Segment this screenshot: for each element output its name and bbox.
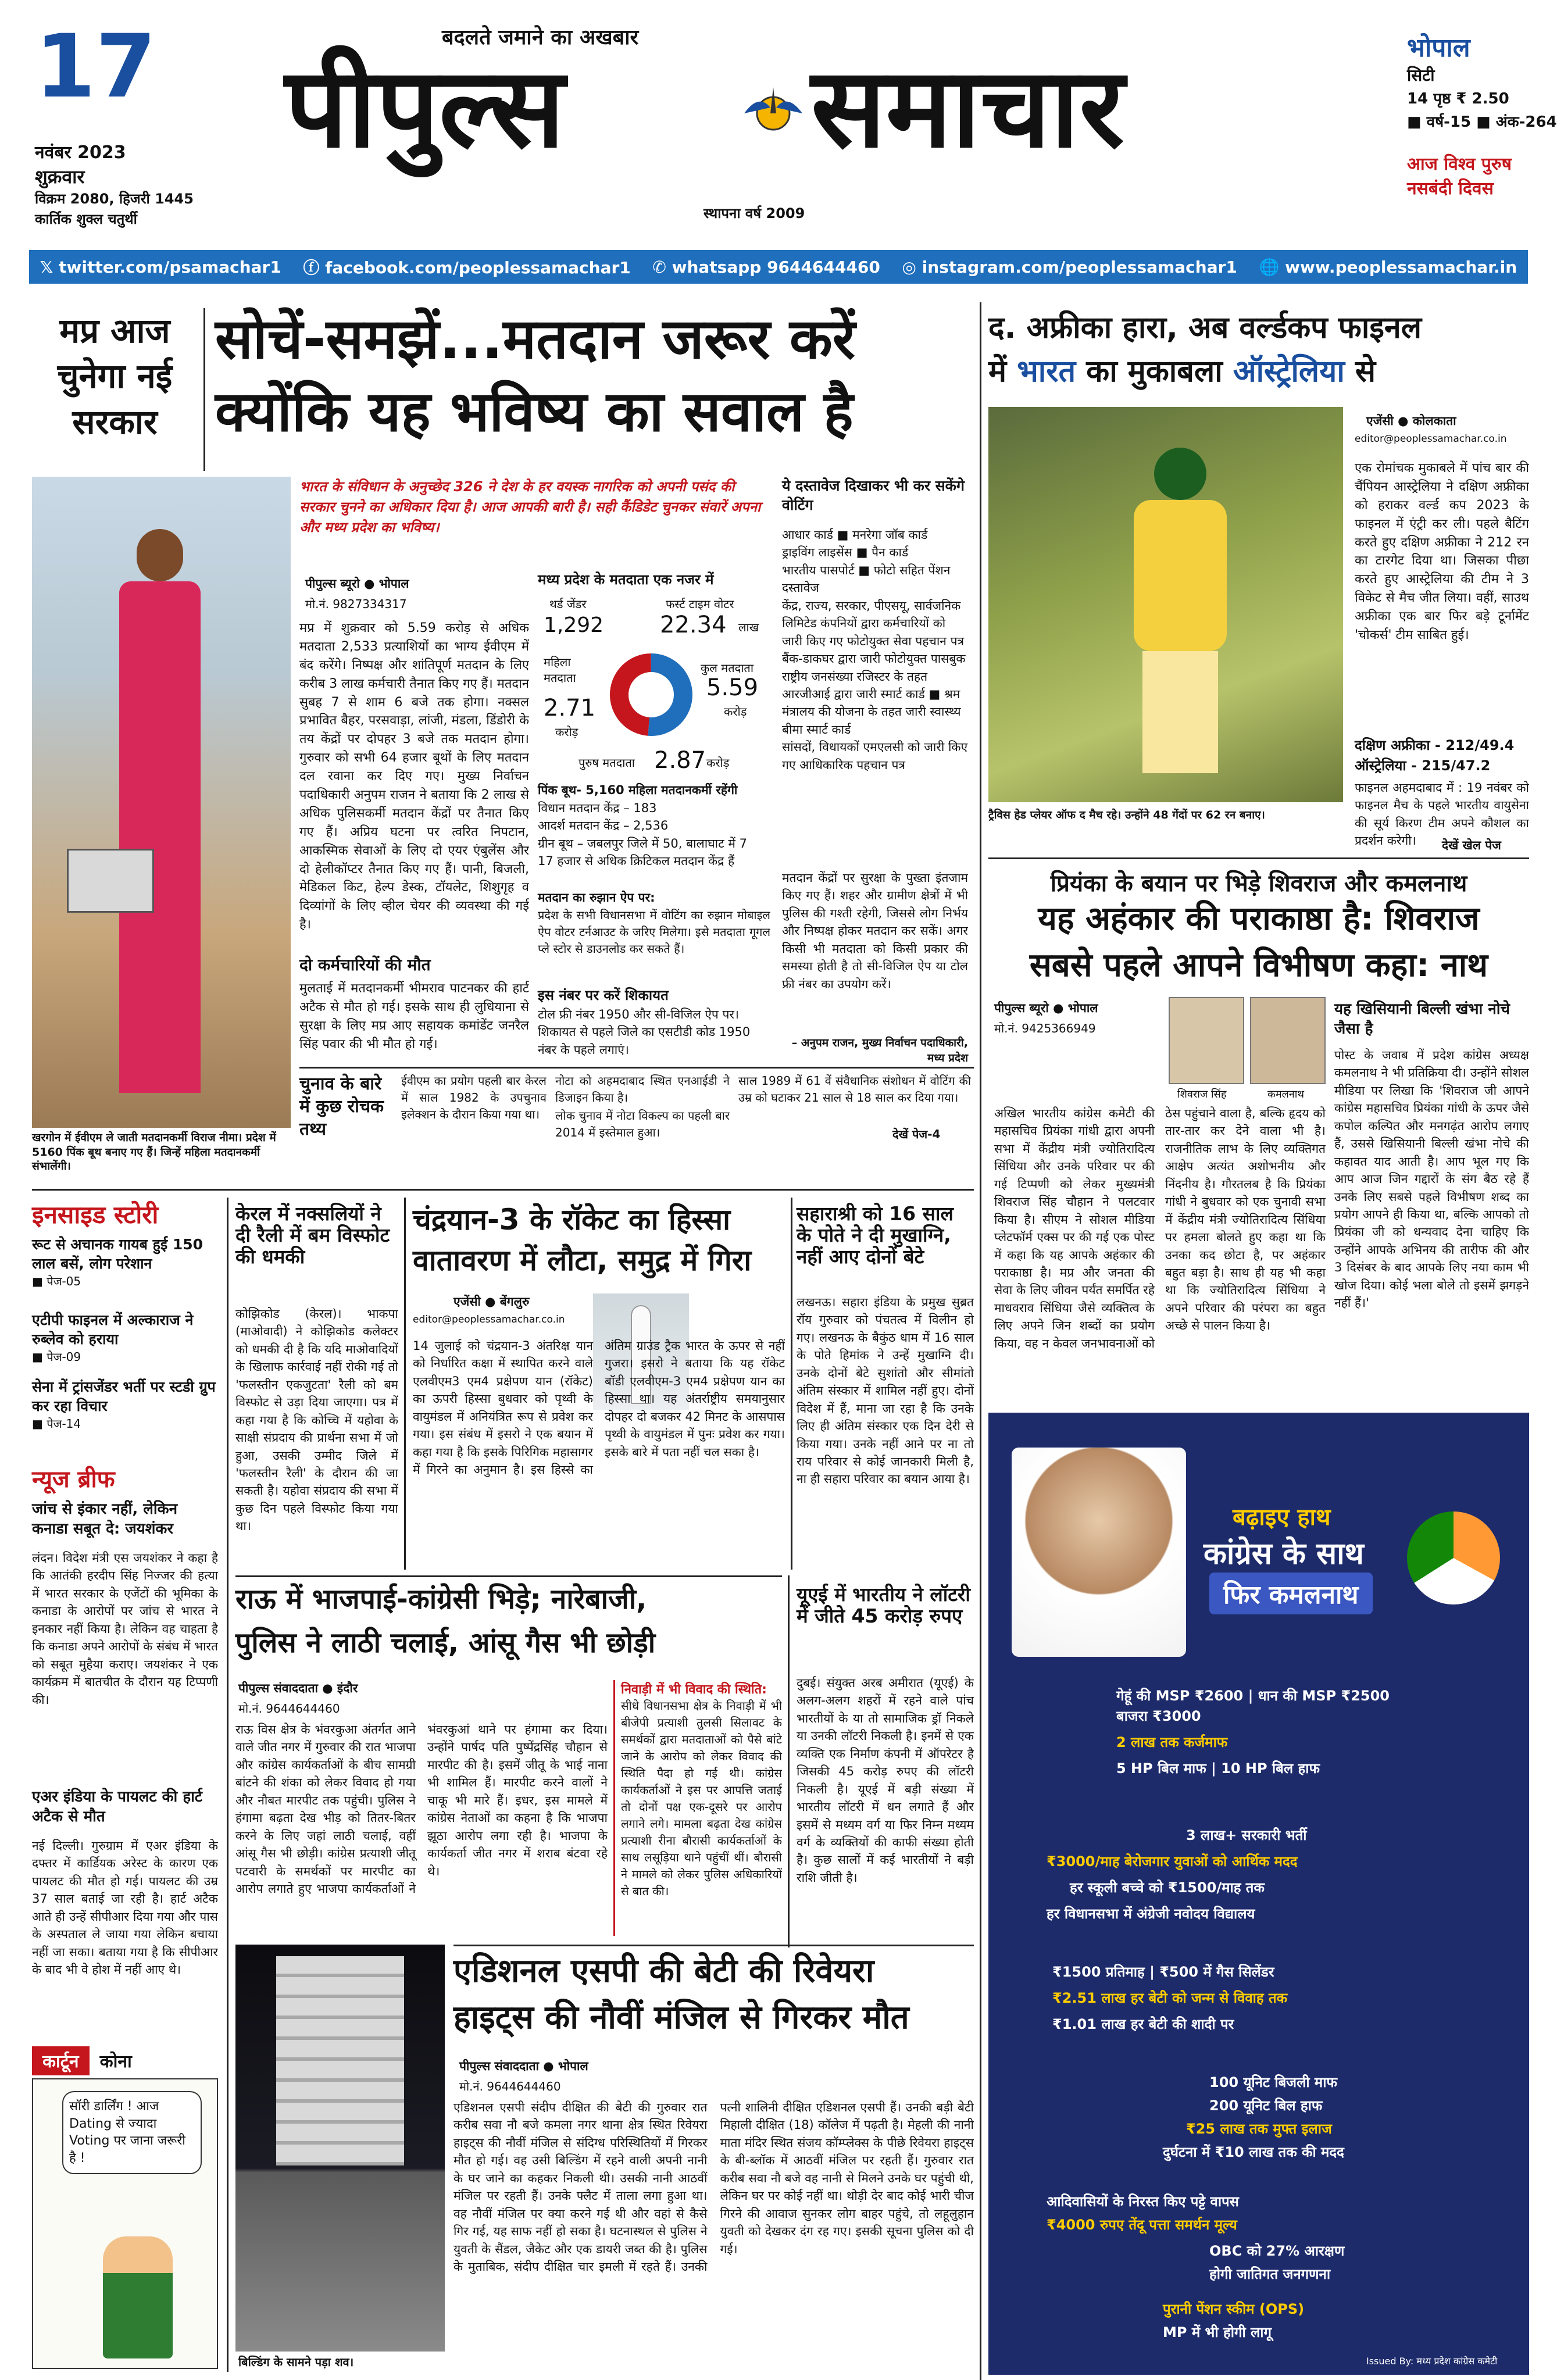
date-day: 17 (35, 16, 156, 117)
female-unit: करोड़ (555, 725, 578, 739)
cartoon-label: कार्टून (32, 2046, 90, 2075)
lead-body-2: मुलताई में मतदानकर्मी भीमराव पाटनकर की हार्ट अटैक से मौत हो गई। इसके साथ ही लुधियाना से सुरक्षा के लिए मप्र आए सहायक कमांडेंट जनरैल सिंह पवार की भी मौत हो गई। (299, 981, 529, 1052)
chandrayaan-body: 14 जुलाई को चंद्रयान-3 अंतरिक्ष यान को निर्धारित कक्षा में स्थापित करने वाले एलवीएम3 एम4 प्रक्षेपण यान (रॉकेट) का ऊपरी हिस्सा बुधवार को पृथ्वी के वायुमंडल में अनियंत्रित रूप से प्रवेश कर गया। इस संबंध में इसरो ने एक बयान में कहा गया है कि इसके पिरिगिक महासागर में गिरने का अनुमान है। इस हिस्से का अंतिम ग्राउंड ट्रैक भारत के ऊपर से नहीं गुजरा। इसरो ने बताया कि यह रॉकेट बॉडी एलवीएम-3 एम4 प्रक्षेपण यान का हिस्सा था। यह अंतर्राष्ट्रीय समयानुसार दोपहर दो बजकर 42 मिनट के आसपास पृथ्वी के वायुमंडल में पुनः प्रवेश कर गया। इसके बारे में पता नहीं चल सका है। (413, 1339, 785, 1477)
shivraj-kicker: प्रियंका के बयान पर भिड़े शिवराज और कमलनाथ (1050, 870, 1467, 897)
documents-list (782, 526, 968, 774)
lead-subhead: दो कर्मचारियों की मौत (299, 955, 431, 974)
volume-issue: ■ वर्ष-15 ■ अंक-264 (1407, 113, 1557, 131)
twitter-link[interactable]: 𝕏 twitter.com/psamachar1 (40, 257, 281, 277)
female-label: महिला मतदाता (544, 655, 576, 685)
booth-fact: ग्रीन बूथ – जबलपुर जिले में 50, बालाघाट में 7 (538, 836, 747, 850)
building-photo-caption: बिल्डिंग के सामने पड़ा शव। (238, 2355, 354, 2369)
side-body: पोस्ट के जवाब में प्रदेश कांग्रेस अध्यक्ष कमलनाथ ने भी प्रतिक्रिया दी। उन्होंने सोशल मीडिया पर लिखा कि 'शिवराज जी आपने कांग्रेस महासचिव प्रियंका गांधी के ऊपर जैसे कपोल कल्पित और मनगढ़ंत आरोप लगाए हैं, उससे खिसियानी बिल्ली खंभा नोचे की कहावत याद आती है। आप भूल गए कि आप आज जिन गद्दारों के संग बैठ रहे हैं उनके लिए सबसे पहले विभीषण शब्द का प्रयोग आपने ही किया था, बल्कि आपको तो प्रियंका जी को धन्यवाद देना चाहिए कि उन्होंने आपके अभिनय की तारीफ की और 3 दिसंबर के बाद आपके लिए नया काम भी खोज दिया। कोई भला बोले तो इसमें झगड़ने नहीं हैं।' (1334, 1048, 1529, 1310)
ad-tag-2: कांग्रेस के साथ (1204, 1536, 1364, 1571)
ad-leader-portrait (1012, 1448, 1186, 1657)
sahara-headline: सहाराश्री को 16 साल के पोते ने दी मुखाग्नि, नहीं आए दोनों बेटे (797, 1202, 954, 1268)
niwadi-box (613, 1680, 782, 1936)
total-value: 5.59 (706, 674, 759, 701)
cricket-body: एक रोमांचक मुकाबले में पांच बार की चैंपियन आस्ट्रेलिया ने दक्षिण अफ्रीका को हराकर वर्ल्ड कप 2023 के फाइनल में एंट्री कर ली। पहले बैटिंग करते हुए दक्षिण अफ्रीका ने 212 रन का टारगेट दिया था। जिसका पीछा करते हुए आस्ट्रेलिया की टीम ने 3 विकेट से मैच जीत लिया। वहीं, साउथ अफ्रीका एक बार फिर बड़े टूर्नामेंट 'चोकर्स' टीम साबित हुई। (1355, 461, 1529, 643)
uae-body: दुबई। संयुक्त अरब अमीरात (यूएई) के अलग-अलग शहरों में रहने वाले पांच भारतीयों के या तो सामाजिक ड्रॉ निकले या उनकी लॉटरी निकली है। इनमें से एक व्यक्ति एक निर्माण कंपनी में ऑपरेटर है जिसकी 45 करोड़ रुपए की लॉटरी निकली है। यूएई में बड़ी संख्या में भारतीय लॉटरी में धन लगाते हैं और इसमें से मध्यम वर्ग या फिर निम्न मध्यम वर्ग के व्यक्तियों की काफी संख्या होती है। कुछ सालों में कई भारतीयों ने बड़ी राशि जीती है। (797, 1676, 974, 1885)
shivraj-body: अखिल भारतीय कांग्रेस कमेटी की महासचिव प्रियंका गांधी द्वारा अपनी सभा में केंद्रीय मंत्री ज्योतिरादित्य सिंधिया और उनके परिवार पर की गई टिप्पणी को लेकर मुख्यमंत्री शिवराज सिंह चौहान ने पलटवार किया है। सीएम ने सोशल मीडिया प्लेटफॉर्म एक्स पर की गई एक पोस्ट में कहा कि यह आपके अहंकार की पराकाष्ठा है। मप्र और जनता की सेवा के लिए जीवन पर्यंत समर्पित रहे माधवराव सिंधिया जैसे व्यक्तित्व के लिए अपने जिन शब्दों का प्रयोग किया, वह न केवल जनभावनाओं को ठेस पहुंचाने वाला है, बल्कि हृदय को तार-तार कर देने वाला भी है। राजनीतिक लाभ के लिए व्यक्तिगत आक्षेप अत्यंत अशोभनीय और निंदनीय है। गौरतलब है कि प्रियंका गांधी ने बुधवार को एक चुनावी सभा में केंद्रीय मंत्री ज्योतिरादित्य सिंधिया पर हमला बोलते हुए कहा था कि उनका कद छोटा है, पर अहंकार बहुत बड़ा है। साथ ही यह भी कहा था कि ज्योतिरादित्य सिंधिया ने अपने परिवार की परंपरा का बहुत अच्छे से पालन किया है। (994, 1106, 1326, 1350)
sahara-body: लखनऊ। सहारा इंडिया के प्रमुख सुब्रत रॉय गुरुवार को पंचतत्व में विलीन हो गए। लखनऊ के बैकुंठ धाम में 16 साल के पोते हिमांक ने उन्हें मुखाग्नि दी। उनके दोनों बेटे सुशांतो और सीमांतो अंतिम संस्कार में शामिल नहीं हुए। दोनों विदेश में हैं, माना जा रहा है कि उनके लिए ही अंतिम संस्कार एक दिन देरी से किया गया। उनके नहीं आने पर ना तो राय परिवार से कोई जानकारी मिली है, ना ही सहारा परिवार का बयान आया है। (797, 1295, 974, 1486)
document-item: आधार कार्ड ■ मनरेगा जॉब कार्ड (782, 528, 928, 542)
chandrayaan-headline-2: वातावरण में लौटा, समुद्र में गिरा (413, 1243, 752, 1277)
established: स्थापना वर्ष 2009 (703, 205, 805, 221)
paper-title-left: पीपुल्स (285, 42, 565, 172)
portrait-kamalnath (1250, 997, 1326, 1084)
whatsapp-link[interactable]: ✆ whatsapp 9644644460 (652, 257, 880, 277)
cartoon-corner: कोना (99, 2052, 132, 2072)
final-note: फाइनल अहमदाबाद में : 19 नवंबर को फाइनल मैच के पहले भारतीय वायुसेना की सूर्य किरण टीम अपने कौशल का प्रदर्शन करेगी। (1355, 781, 1529, 848)
riviera-headline-2: हाइट्स की नौवीं मंजिल से गिरकर मौत (453, 1999, 909, 2036)
cartoon-header (32, 2046, 218, 2075)
instagram-icon: ◎ (902, 257, 922, 277)
ad-electric-2: 200 यूनिट बिल हाफ (1209, 2097, 1323, 2114)
ad-electric-1: 100 यूनिट बिजली माफ (1209, 2074, 1338, 2090)
rau-body: राऊ विस क्षेत्र के भंवरकुआ अंतर्गत आने वाले जीत नगर में गुरुवार की रात भाजपा और कांग्रेस कार्यकर्ताओं के बीच सामग्री बांटने की शंका को लेकर विवाद हो गया और नौबत मारपीट तक पहुंची। पुलिस ने हंगामा बढ़ता देख भीड़ को तितर-बितर करने के लिए जहां लाठी चलाई, वहीं आंसू गैस भी छोड़ी। कांग्रेस प्रत्याशी जीतू पटवारी के समर्थकों पर मारपीट का आरोप लगाते हुए भाजपा कार्यकर्ताओं ने भंवरकुआं थाने पर हंगामा कर दिया। उन्होंने पार्षद पति पुष्पेंद्रसिंह चौहान से मारपीट की है। इसमें जीतू के भाई नाना भी शामिल हैं। मारपीट करने वालों ने चाकू भी मारे हैं। इधर, इस मामले में कांग्रेस नेताओं का कहना है कि भाजपा झूठा आरोप लगा रही है। भाजपा के कार्यकर्ता जीत नगर में शराब बंटवा रहे थे। (235, 1723, 608, 1896)
website-link[interactable]: 🌐 www.peoplessamachar.in (1259, 257, 1517, 277)
weekday: शुक्रवार (35, 166, 85, 188)
first-time-unit: लाख (738, 620, 759, 634)
ad-pension-2: MP में भी होगी लागू (1163, 2324, 1272, 2340)
lead-byline: पीपुल्स ब्यूरो ● भोपाल (305, 577, 409, 591)
fact-item: साल 1989 में 61 वें संवैधानिक संशोधन में वोटिंग की उम्र को घटाकर 21 साल से 18 साल कर दिया गया। (738, 1074, 971, 1105)
facts-see-page[interactable]: देखें पेज-4 (892, 1127, 941, 1141)
chandrayaan-byline: एजेंसी ● बेंगलुरु (453, 1295, 530, 1309)
facts-strip (299, 1073, 974, 1142)
riviera-headline-1: एडिशनल एसपी की बेटी की रिवेयरा (453, 1952, 874, 1990)
day-note-1: आज विश्व पुरुष (1407, 154, 1512, 174)
ad-msp: गेहूं की MSP ₹2600 | धान की MSP ₹2500 (1116, 1688, 1390, 1704)
booth-facts-list (538, 799, 770, 870)
building-photo (235, 1945, 445, 2352)
cartoon-speech: सॉरी डार्लिंग ! आज Dating से ज्यादा Voting पर जाना जरूरी है ! (62, 2091, 202, 2174)
date-month: नवंबर 2023 (35, 142, 126, 163)
riviera-body: एडिशनल एसपी संदीप दीक्षित की बेटी की गुरुवार रात करीब सवा नौ बजे कमला नगर थाना क्षेत्र स्थित रिवेयरा हाइट्स की नौवीं मंजिल से संदिग्ध परिस्थितियों में गिरकर मौत हो गई। वह उसी बिल्डिंग में रहने वाली अपनी नानी के घर जाने का कहकर निकली थी। उसकी नानी आठवीं मंजिल पर रहती हैं। उनके फ्लैट में ताला लगा हुआ था। वह नौवीं मंजिल पर क्या करने गई थी और वहां से कैसे गिर गई, यह साफ नहीं हो सका है। घटनास्थल से पुलिस ने युवती के सैंडल, जैकेट और एक डायरी जब्त की है। पुलिस के मुताबिक, संदीप दीक्षित चार इमली में रहते हैं। उनकी पत्नी शालिनी दीक्षित एडिशनल एसपी हैं। उनकी बड़ी बेटी मिहाली दीक्षित (18) कॉलेज में पढ़ती है। मेहली की नानी माता मंदिर स्थित संजय कॉम्प्लेक्स के पीछे रिवेयरा हाइट्स के बी-ब्लॉक में आठवीं मंजिल पर रहती हैं। गुरुवार रात करीब सवा नौ बजे वह नानी से मिलने उनके घर पहुंची थी, लेकिन घर पर कोई नहीं था। थोड़ी देर बाद कोई भारी चीज गिरने की आवाज सुनकर लोग बाहर पहुंचे, तो लहूलुहान युवती को देखकर दंग रह गए। इसकी सूचना पुलिस को दी गई। (453, 2100, 974, 2274)
cricket-byline: एजेंसी ● कोलकाता (1366, 414, 1456, 428)
ad-tag-3: फिर कमलनाथ (1209, 1573, 1373, 1614)
instagram-link[interactable]: ◎ instagram.com/peoplessamachar1 (902, 257, 1237, 277)
lead-photo (32, 477, 291, 1128)
tithi: कार्तिक शुक्ल चतुर्थी (35, 211, 137, 227)
ad-pension-1: पुरानी पेंशन स्कीम (OPS) (1163, 2301, 1305, 2317)
ad-school: हर स्कूली बच्चे को ₹1500/माह तक (1070, 1879, 1265, 1896)
shivraj-byline: पीपुल्स ब्यूरो ● भोपाल (994, 1001, 1098, 1015)
third-gender-value: 1,292 (544, 613, 604, 637)
score-aus: ऑस्ट्रेलिया - 215/47.2 (1355, 757, 1491, 774)
female-value: 2.71 (544, 695, 596, 721)
tagline: बदलते जमाने का अखबार (442, 26, 639, 49)
masthead (0, 0, 1557, 250)
ad-bajra: बाजरा ₹3000 (1116, 1708, 1201, 1724)
complaint-list (538, 1006, 770, 1059)
shivraj-headline-1: यह अहंकार की पराकाष्ठा है: शिवराज (1038, 900, 1480, 938)
portrait-shivraj (1169, 997, 1244, 1084)
ad-youth: ₹3000/माह बेरोजगार युवाओं को आर्थिक मदद (1047, 1853, 1298, 1870)
side-headline: यह खिसियानी बिल्ली खंभा नोचे जैसा है (1334, 1000, 1510, 1038)
evm-box (67, 849, 154, 913)
ad-health: ₹25 लाख तक मुफ्त इलाज (1186, 2121, 1332, 2137)
uae-headline: यूएई में भारतीय ने लॉटरी में जीते 45 करोड़ रुपए (797, 1583, 970, 1627)
complaint-item: टोल फ्री नंबर 1950 और सी-विजिल ऐप पर। (538, 1007, 739, 1021)
lead-photo-caption: खरगोन में ईवीएम ले जाती मतदानकर्मी विराज नीमा। प्रदेश में 5160 पिंक बूथ बनाए गए हैं। जिन्हें महिला मतदानकर्मी संभालेंगी। (32, 1131, 276, 1173)
niwadi-body: सीधे विधानसभा क्षेत्र के निवाड़ी में भी बीजेपी प्रत्याशी तुलसी सिलावट के समर्थकों द्वारा मतदाताओं को पैसे बांटे जाने के आरोप को लेकर विवाद की स्थिति पैदा हो गई थी। कांग्रेस कार्यकर्ताओं ने इस पर आपत्ति जताई तो दोनों पक्ष एक-दूसरे पर आरोप लगाने लगे। मामला बढ़ता देख कांग्रेस प्रत्याशी रीना बौरासी कार्यकर्ताओं के साथ लसूड़िया थाने पहुंचीं थीं। बौरासी ने मामले को लेकर पुलिस अधिकारियों से बात की। (621, 1699, 782, 1898)
queue-title: मतदान का रुझान ऐप पर: (538, 891, 655, 905)
ad-marriage: ₹1.01 लाख हर बेटी की शादी पर (1052, 2016, 1234, 2032)
shivraj-headline-2: सबसे पहले आपने विभीषण कहा: नाथ (1029, 946, 1488, 984)
inside-item[interactable]: रूट से अचानक गायब हुई 150 लाल बसें, लोग परेशान ■ पेज-05 (32, 1236, 203, 1288)
riviera-phone: मो.नं. 9644644460 (459, 2079, 561, 2093)
cartoon-panel (32, 2078, 218, 2369)
first-time-label: फर्स्ट टाइम वोटर (666, 597, 734, 611)
pages-price: 14 पृष्ठ ₹ 2.50 (1407, 90, 1509, 108)
stats-title: मध्य प्रदेश के मतदाता एक नजर में (538, 571, 714, 588)
cartoon-figure (103, 2236, 173, 2358)
edition-city: भोपाल (1407, 33, 1470, 63)
kerala-headline: केरल में नक्सलियों ने दी रैली में बम विस्फोट की धमकी (235, 1202, 390, 1268)
cricket-headline-1: द. अफ्रीका हारा, अब वर्ल्डकप फाइनल (988, 310, 1422, 345)
facebook-link[interactable]: ⓕ facebook.com/peoplessamachar1 (303, 258, 631, 277)
male-value: 2.87 (654, 747, 706, 774)
ad-tribal-2: ₹4000 रुपए तेंदू पत्ता समर्थन मूल्य (1047, 2217, 1237, 2233)
brief-2-head: एअर इंडिया के पायलट की हार्ट अटैक से मौत (32, 1788, 202, 1825)
whatsapp-icon: ✆ (652, 257, 672, 277)
ad-power: 5 HP बिल माफ | 10 HP बिल हाफ (1116, 1760, 1320, 1777)
ad-jobs: 3 लाख+ सरकारी भर्ती (1186, 1827, 1307, 1843)
ad-hand-icon (1407, 1511, 1500, 1604)
inside-title: इनसाइड स्टोरी (32, 1200, 159, 1229)
volume: वर्ष-15 (1426, 113, 1472, 131)
ad-accident: दुर्घटना में ₹10 लाख तक की मदद (1163, 2144, 1344, 2160)
third-gender-label: थर्ड जेंडर (549, 597, 587, 611)
paper-logo-emblem (741, 81, 805, 145)
samvat: विक्रम 2080, हिजरी 1445 (35, 191, 194, 207)
shivraj-phone: मो.नं. 9425366949 (994, 1021, 1096, 1035)
lead-body-1: मप्र में शुक्रवार को 5.59 करोड़ से अधिक मतदाता 2,533 प्रत्याशियों का भाग्य ईवीएम में बंद करेंगे। निष्पक्ष और शांतिपूर्ण मतदान के लिए करीब 3 लाख कर्मचारी तैनात किए गए हैं। मतदान सुबह 7 से शाम 6 बजे तक होगा। नक्सल प्रभावित बैहर, परसवाड़ा, लांजी, मंडला, डिंडोरी के तय केंद्रों पर दोपहर 3 बजे तक मतदान होगा। गुरुवार को सभी 64 हजार बूथों के लिए मतदान दल रवाना कर दिए गए। मुख्य निर्वाचन पदाधिकारी अनुपम राजन ने बताया कि 2 लाख से अधिक पुलिसकर्मी मतदान केंद्रों पर तैनात किए गए हैं। अप्रिय घटना पर त्वरित निपटान, आकस्मिक सेवाओं के लिए दो एयर एंबुलेंस और दो हेलीकॉप्टर तैनात किए गए हैं। पानी, बिजली, मेडिकल किट, हेल्प डेस्क, टॉयलेट, शिशुगृह व दिव्यांगों के लिए व्हील चेयर की व्यवस्था की गई है। (299, 621, 529, 932)
ad-navodaya: हर विधानसभा में अंग्रेजी नवोदय विद्यालय (1047, 1906, 1255, 1922)
issue: अंक-264 (1495, 113, 1557, 131)
rau-headline-2: पुलिस ने लाठी चलाई, आंसू गैस भी छोड़ी (235, 1627, 656, 1659)
ad-tag-1: बढ़ाइए हाथ (1233, 1504, 1331, 1531)
voter-figure (113, 529, 206, 1099)
rau-byline: पीपुल्स संवाददाता ● इंदौर (238, 1681, 358, 1695)
x-icon: 𝕏 (40, 257, 59, 277)
congress-advertisement (988, 1413, 1529, 2375)
booth-fact: विधान मतदान केंद्र – 183 (538, 801, 657, 815)
paper-title-right: समाचार (811, 42, 1124, 172)
brief-title: न्यूज ब्रीफ (32, 1466, 115, 1493)
document-item: बैंक-डाकघर द्वारा जारी फोटोयुक्त पासबुक (782, 652, 966, 666)
inside-item[interactable]: एटीपी फाइनल में अल्काराज ने रुब्लेव को हराया ■ पेज-09 (32, 1311, 194, 1364)
cricket-email: editor@peoplessamachar.co.in (1355, 433, 1507, 445)
ad-issued: Issued By: मध्य प्रदेश कांग्रेस कमेटी (1366, 2356, 1498, 2367)
fact-item: नोटा को अहमदाबाद स्थित एनआईडी ने डिजाइन किया है। (555, 1074, 730, 1105)
day-note-2: नसबंदी दिवस (1407, 178, 1494, 199)
facts-label: चुनाव के बारे में कुछ रोचक तथ्य (299, 1074, 384, 1139)
facebook-icon: ⓕ (303, 258, 326, 277)
ad-loan: 2 लाख तक कर्जमाफ (1116, 1734, 1228, 1750)
building-figure (276, 1956, 404, 2165)
niwadi-head: निवाड़ी में भी विवाद की स्थिति: (621, 1682, 767, 1697)
total-unit: करोड़ (724, 705, 747, 719)
edition-type: सिटी (1407, 66, 1435, 85)
ad-women: ₹1500 प्रतिमाह | ₹500 में गैस सिलेंडर (1052, 1964, 1274, 1980)
document-item: राष्ट्रीय जनसंख्या रजिस्टर के तहत आरजीआई द्वारा जारी स्मार्ट कार्ड ■ श्रम मंत्रालय की योजना के तहत जारी स्वास्थ्य बीमा स्मार्ट कार्ड (782, 669, 961, 737)
document-item: सांसदों, विधायकों एमएलसी को जारी किए गए आधिकारिक पहचान पत्र (782, 740, 968, 772)
document-item: केंद्र, राज्य, सरकार, पीएसयू, सार्वजनिक लिमिटेड कंपनियों द्वारा कर्मचारियों को जारी किए गए फोटोयुक्त सेवा पहचान पत्र (782, 598, 965, 648)
documents-title: ये दस्तावेज दिखाकर भी कर सकेंगे वोटिंग (782, 477, 965, 513)
complaint-title: इस नंबर पर करें शिकायत (538, 987, 669, 1003)
male-label: पुरुष मतदाता (578, 756, 635, 770)
booth-fact: 17 हजार से अधिक क्रिटिकल मतदान केंद्र हैं (538, 854, 735, 869)
lead-headline-2: क्योंकि यह भविष्य का सवाल है (215, 379, 854, 444)
cricket-photo-caption: ट्रैविस हेड प्लेयर ऑफ द मैच रहे। उन्होंने 48 गेंदों पर 62 रन बनाए। (988, 809, 1265, 821)
document-item: ड्राइविंग लाइसेंस ■ पैन कार्ड (782, 545, 909, 560)
shivraj-name: शिवराज सिंह (1177, 1088, 1227, 1100)
chandrayaan-headline-1: चंद्रयान-3 के रॉकेट का हिस्सा (413, 1203, 731, 1237)
officer-quote: मतदान केंद्रों पर सुरक्षा के पुख्ता इंतजाम किए गए हैं। शहर और ग्रामीण क्षेत्रों में भी पुलिस की गश्ती रहेगी, जिससे लोग निर्भय और निष्पक्ष होकर मतदान कर सकें। अगर किसी भी मतदाता को किसी प्रकार की समस्या होती है तो सी-विजिल ऐप या टोल फ्री नंबर का उपयोग करें। (782, 871, 968, 991)
male-unit: करोड़ (706, 756, 730, 770)
voter-donut-chart (608, 651, 695, 738)
inside-item[interactable]: सेना में ट्रांसजेंडर भर्ती पर स्टडी ग्रुप कर रहा विचार ■ पेज-14 (32, 1378, 216, 1431)
lead-phone: मो.नं. 9827334317 (305, 597, 407, 611)
fact-item: ईवीएम का प्रयोग पहली बार केरल में साल 1982 के उपचुनाव इलेक्शन के दौरान किया गया था। (401, 1074, 547, 1121)
cricket-see-page[interactable]: देखें खेल पेज (1442, 838, 1501, 852)
brief-1-body: लंदन। विदेश मंत्री एस जयशंकर ने कहा है कि आतंकी हरदीप सिंह निज्जर की हत्या में भारत सरकार के एजेंटों की भूमिका के कनाडा के आरोपों पर जांच से भारत ने इनकार नहीं किया है। लेकिन वह चाहता है कि कनाडा अपने आरोपों के संबंध में भारत को सबूत मुहैया कराए। जयशंकर ने एक कार्यक्रम में बातचीत के दौरान यह टिप्पणी की। (32, 1551, 218, 1707)
score-sa: दक्षिण अफ्रीका - 212/49.4 (1355, 737, 1515, 753)
lead-headline-1: सोचें-समझें...मतदान जरूर करें (215, 306, 856, 371)
pink-booth-title: पिंक बूथ- 5,160 महिला मतदानकर्मी रहेंगी (538, 783, 738, 797)
riviera-byline: पीपुल्स संवाददाता ● भोपाल (459, 2059, 588, 2073)
kamalnath-name: कमलनाथ (1267, 1088, 1304, 1100)
ad-obc: OBC को 27% आरक्षण (1209, 2243, 1345, 2259)
ad-census: होगी जातिगत जनगणना (1209, 2266, 1331, 2282)
brief-1-head: जांच से इंकार नहीं, लेकिन कनाडा सबूत दे: जयशंकर (32, 1500, 178, 1538)
kerala-body: कोझिकोड (केरल)। भाकपा (माओवादी) ने कोझिकोड कलेक्टर को धमकी दी है कि यदि माओवादियों के खिलाफ कार्रवाई नहीं रोकी गई तो 'फलस्तीन एकजुटता' रैली को बम विस्फोट से उड़ा दिया जाएगा। पत्र में कहा गया है कि कोच्चि में यहोवा के साक्षी संप्रदाय की प्रार्थना सभा में जो हुआ, उसकी उम्मीद जिले में 'फलस्तीन रैली' के दौरान की जा सकती है। यहोवा संप्रदाय की सभा में कुछ दिन पहले विस्फोट किया गया था। (235, 1307, 398, 1534)
booth-fact: आदर्श मतदान केंद्र – 2,536 (538, 819, 669, 833)
social-bar (29, 250, 1528, 284)
rau-headline-1: राऊ में भाजपाई-कांग्रेसी भिड़े; नारेबाजी, (235, 1583, 647, 1616)
lead-kicker: मप्र आज चुनेगा नई सरकार (57, 311, 173, 442)
lead-intro: भारत के संविधान के अनुच्छेद 326 ने देश के हर वयस्क नागरिक को अपनी पसंद की सरकार चुनने का अधिकार दिया है। आज आपकी बारी है। सही कैंडिडेट चुनकर संवारें अपना और मध्य प्रदेश का भविष्य। (299, 478, 761, 535)
ad-tribal-1: आदिवासियों के निरस्त किए पट्टे वापस (1047, 2193, 1239, 2210)
cricket-headline-2: में भारत का मुकाबला ऑस्ट्रेलिया से (988, 354, 1376, 389)
queue-text: प्रदेश के सभी विधानसभा में वोटिंग का रुझान मोबाइल ऐप वोटर टर्नआउट के जरिए मिलेगा। इसे मतदाता गूगल प्ले स्टोर से डाउनलोड कर सकते हैं। (538, 908, 770, 956)
chandrayaan-email: editor@peoplessamachar.co.in (413, 1314, 565, 1325)
ad-girl: ₹2.51 लाख हर बेटी को जन्म से विवाह तक (1052, 1990, 1288, 2006)
globe-icon: 🌐 (1259, 257, 1285, 277)
first-time-value: 22.34 (660, 612, 727, 638)
brief-2-body: नई दिल्ली। गुरुग्राम में एअर इंडिया के दफ्तर में कार्डियक अरेस्ट के कारण एक पायलट की मौत हो गई। पायलट की उम्र 37 साल बताई जा रही है। हार्ट अटैक आते ही उन्हें सीपीआर दिया गया और पास के अस्पताल ले जाया गया लेकिन बचाया नहीं जा सका। बताया गया है कि सीपीआर के बाद भी वे होश में नहीं आए थे। (32, 1839, 218, 1977)
complaint-item: शिकायत से पहले जिले का एसटीडी कोड 1950 नंबर के पहले लगाएं। (538, 1025, 751, 1057)
total-label: कुल मतदाता (701, 661, 754, 675)
officer-quote-by: – अनुपम राजन, मुख्य निर्वाचन पदाधिकारी, मध्य प्रदेश (791, 1037, 968, 1064)
rau-phone: मो.नं. 9644644460 (238, 1702, 340, 1716)
fact-item: लोक चुनाव में नोटा विकल्प का पहली बार 2014 में इस्तेमाल हुआ। (555, 1109, 730, 1139)
batsman-figure (1122, 448, 1238, 773)
cricket-photo (988, 407, 1343, 802)
document-item: भारतीय पासपोर्ट ■ फोटो सहित पेंशन दस्तावेज (782, 563, 951, 595)
